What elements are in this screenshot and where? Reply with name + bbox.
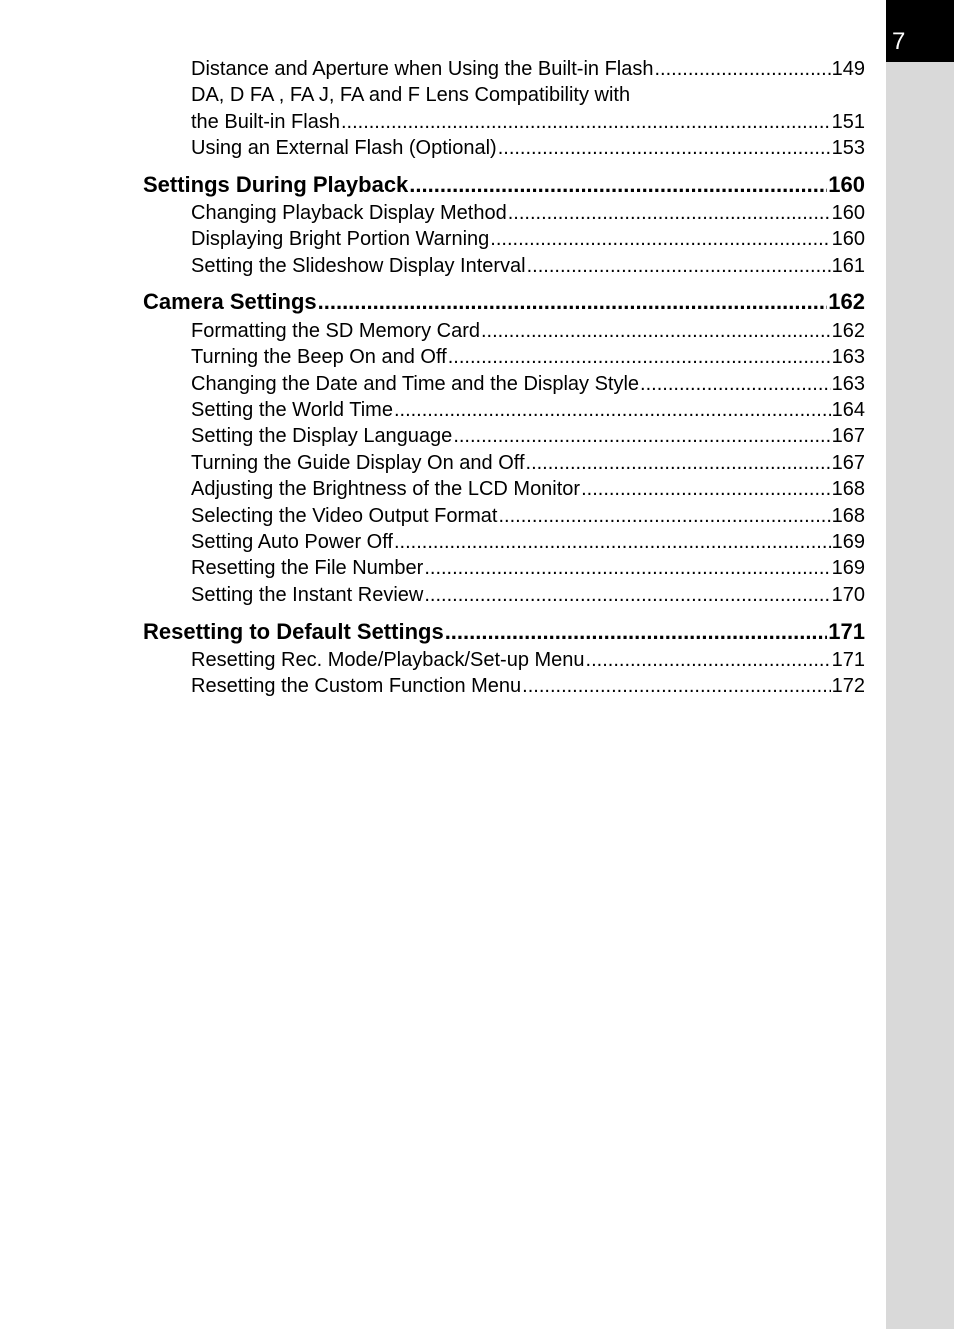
toc-entry[interactable] — [191, 504, 865, 528]
toc-entry-title: Setting the World Time — [191, 399, 393, 421]
toc-entry-page: 169 — [831, 531, 865, 553]
toc-entry[interactable] — [191, 110, 865, 134]
dot-leader — [526, 451, 831, 475]
dot-leader — [498, 136, 831, 160]
toc-entry[interactable] — [191, 424, 865, 448]
toc-entry-title: Adjusting the Brightness of the LCD Monitor — [191, 478, 581, 500]
toc-entry[interactable] — [191, 583, 865, 607]
dot-leader — [424, 556, 830, 580]
toc-entry-title: Changing the Date and Time and the Display Style — [191, 373, 640, 395]
toc-entry-page: 168 — [831, 478, 865, 500]
page-number: 7 — [892, 28, 906, 55]
dot-leader — [453, 424, 830, 448]
dot-leader — [527, 254, 831, 278]
toc-entry-title: Resetting the File Number — [191, 557, 424, 579]
toc-heading-title: Settings During Playback — [143, 172, 409, 197]
toc-entry-title: Displaying Bright Portion Warning — [191, 228, 490, 250]
toc-entry[interactable] — [191, 201, 865, 225]
toc-entry[interactable] — [191, 556, 865, 580]
toc-entry — [191, 83, 865, 107]
toc-entry[interactable] — [191, 254, 865, 278]
dot-leader — [498, 504, 830, 528]
dot-leader — [318, 289, 828, 315]
dot-leader — [508, 201, 831, 225]
toc-entry-title: Using an External Flash (Optional) — [191, 137, 497, 159]
toc-entry-title: Selecting the Video Output Format — [191, 505, 498, 527]
toc-entry[interactable] — [191, 319, 865, 343]
toc-entry[interactable] — [191, 372, 865, 396]
toc-entry-title: Setting the Display Language — [191, 425, 453, 447]
toc-entry[interactable] — [191, 398, 865, 422]
toc-entry-title: Turning the Guide Display On and Off — [191, 452, 525, 474]
dot-leader — [394, 398, 831, 422]
toc-entry-title: Turning the Beep On and Off — [191, 346, 447, 368]
toc-entry-page: 153 — [831, 137, 865, 159]
dot-leader — [654, 57, 830, 81]
toc-entry-page: 149 — [831, 58, 865, 80]
toc-entry-page: 167 — [831, 452, 865, 474]
toc-entry-page: 151 — [831, 111, 865, 133]
toc-entry-page: 161 — [831, 255, 865, 277]
page-side-strip — [886, 0, 954, 1329]
toc-entry-title: the Built-in Flash — [191, 111, 340, 133]
dot-leader — [445, 619, 828, 645]
toc-section-heading[interactable] — [143, 619, 865, 645]
toc-entry[interactable] — [191, 674, 865, 698]
toc-entry-title: Setting the Instant Review — [191, 584, 424, 606]
toc-entry[interactable] — [191, 136, 865, 160]
toc-entry-page: 172 — [831, 675, 865, 697]
toc-entry[interactable] — [191, 530, 865, 554]
dot-leader — [586, 648, 831, 672]
dot-leader — [481, 319, 831, 343]
toc-entry-title: DA, D FA , FA J, FA and F Lens Compatibility with — [191, 84, 631, 106]
toc-heading-page: 171 — [828, 619, 865, 644]
toc-entry-title: Setting the Slideshow Display Interval — [191, 255, 526, 277]
dot-leader — [581, 477, 831, 501]
toc-entry-page: 162 — [831, 320, 865, 342]
toc-entry[interactable] — [191, 477, 865, 501]
toc-entry[interactable] — [191, 227, 865, 251]
toc-entry[interactable] — [191, 345, 865, 369]
dot-leader — [341, 110, 831, 134]
toc-entry-title: Changing Playback Display Method — [191, 202, 507, 224]
toc-heading-title: Resetting to Default Settings — [143, 619, 444, 644]
toc-entry-page: 169 — [831, 557, 865, 579]
toc-heading-page: 160 — [828, 172, 865, 197]
toc-entry-page: 171 — [831, 649, 865, 671]
toc-entry-page: 170 — [831, 584, 865, 606]
toc-entry-page: 168 — [831, 505, 865, 527]
toc-entry-title: Resetting the Custom Function Menu — [191, 675, 522, 697]
dot-leader — [522, 674, 830, 698]
toc-entry-page: 163 — [831, 346, 865, 368]
toc-entry-title: Distance and Aperture when Using the Built-in Flash — [191, 58, 654, 80]
toc-heading-page: 162 — [828, 289, 865, 314]
toc-entry-page: 160 — [831, 202, 865, 224]
toc-section-heading[interactable] — [143, 172, 865, 198]
toc-heading-title: Camera Settings — [143, 289, 317, 314]
dot-leader — [448, 345, 831, 369]
toc-entry-page: 167 — [831, 425, 865, 447]
toc-entry-page: 160 — [831, 228, 865, 250]
toc-entry-title: Setting Auto Power Off — [191, 531, 393, 553]
toc-entry-title: Formatting the SD Memory Card — [191, 320, 480, 342]
dot-leader — [640, 372, 831, 396]
toc-entry[interactable] — [191, 648, 865, 672]
dot-leader — [424, 583, 830, 607]
toc-entry-page: 163 — [831, 373, 865, 395]
toc-entry[interactable] — [191, 57, 865, 81]
toc-entry-page: 164 — [831, 399, 865, 421]
dot-leader — [394, 530, 831, 554]
dot-leader — [409, 172, 827, 198]
toc-entry[interactable] — [191, 451, 865, 475]
toc-entry-title: Resetting Rec. Mode/Playback/Set-up Menu — [191, 649, 585, 671]
dot-leader — [490, 227, 830, 251]
toc-section-heading[interactable] — [143, 289, 865, 315]
